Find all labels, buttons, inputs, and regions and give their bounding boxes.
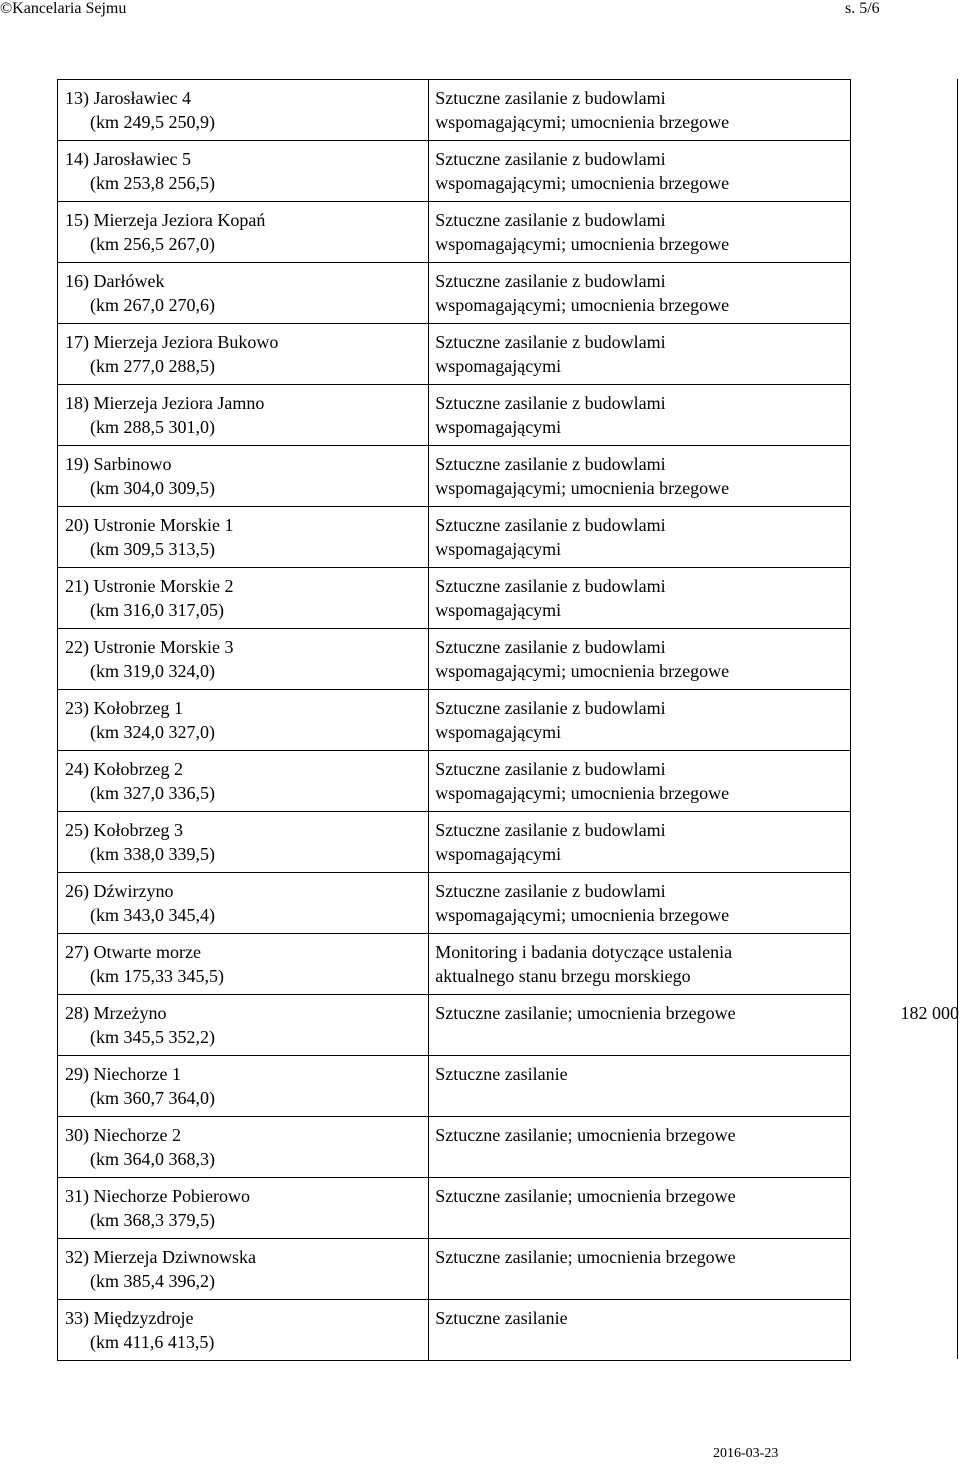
amount-cell — [850, 629, 959, 690]
location-km-range: (km 338,0 339,5) — [90, 844, 215, 864]
work-type-line: aktualnego stanu brzegu morskiego — [435, 966, 691, 986]
location-name: 13) Jarosławiec 4 — [65, 88, 191, 108]
table-row — [58, 751, 960, 812]
work-type-cell — [429, 1239, 850, 1300]
work-type-line: Sztuczne zasilanie z budowlami — [435, 576, 666, 596]
work-type-cell — [429, 507, 850, 568]
location-name: 14) Jarosławiec 5 — [65, 149, 191, 169]
footer-date: 2016-03-23 — [713, 1446, 779, 1461]
amount-cell — [850, 568, 959, 629]
work-type-cell — [429, 934, 850, 995]
location-cell — [58, 1178, 429, 1239]
work-type-cell — [429, 751, 850, 812]
amount-cell — [850, 1117, 959, 1178]
work-type-line: Sztuczne zasilanie z budowlami — [435, 637, 666, 657]
work-type-cell — [429, 263, 850, 324]
work-type-line: Sztuczne zasilanie z budowlami — [435, 210, 666, 230]
work-type-cell — [429, 385, 850, 446]
header-copyright: ©Kancelaria Sejmu — [0, 0, 127, 17]
location-name: 19) Sarbinowo — [65, 454, 172, 474]
work-type-cell — [429, 812, 850, 873]
amount-cell — [850, 1056, 959, 1117]
amount-cell — [850, 751, 959, 812]
location-km-range: (km 345,5 352,2) — [90, 1027, 215, 1047]
table-row — [58, 995, 960, 1056]
work-type-cell — [429, 80, 850, 141]
work-type-cell — [429, 1300, 850, 1361]
table-row — [58, 1056, 960, 1117]
work-type-line: Sztuczne zasilanie z budowlami — [435, 393, 666, 413]
location-km-range: (km 267,0 270,6) — [90, 295, 215, 315]
work-type-line: Sztuczne zasilanie — [435, 1064, 568, 1084]
work-type-line: wspomagającymi — [435, 844, 562, 864]
amount-cell — [850, 324, 959, 385]
work-type-line: Sztuczne zasilanie z budowlami — [435, 88, 666, 108]
location-name: 33) Międzyzdroje — [65, 1308, 194, 1328]
location-cell — [58, 507, 429, 568]
location-cell — [58, 873, 429, 934]
location-cell — [58, 202, 429, 263]
location-km-range: (km 175,33 345,5) — [90, 966, 224, 986]
work-type-line: wspomagającymi — [435, 600, 562, 620]
coastal-protection-table — [57, 79, 960, 1361]
location-cell — [58, 751, 429, 812]
work-type-line: Sztuczne zasilanie z budowlami — [435, 271, 666, 291]
location-km-range: (km 319,0 324,0) — [90, 661, 215, 681]
location-cell — [58, 324, 429, 385]
location-cell — [58, 1300, 429, 1361]
location-name: 22) Ustronie Morskie 3 — [65, 637, 234, 657]
location-cell — [58, 568, 429, 629]
work-type-line: Sztuczne zasilanie; umocnienia brzegowe — [435, 1186, 736, 1206]
work-type-line: Sztuczne zasilanie; umocnienia brzegowe — [435, 1247, 736, 1267]
work-type-line: wspomagającymi; umocnienia brzegowe — [435, 112, 730, 132]
work-type-line: wspomagającymi; umocnienia brzegowe — [435, 661, 730, 681]
table-row — [58, 446, 960, 507]
amount-cell — [850, 1300, 959, 1361]
location-cell — [58, 1056, 429, 1117]
work-type-line: Sztuczne zasilanie — [435, 1308, 568, 1328]
amount-cell — [850, 263, 959, 324]
amount-cell — [850, 934, 959, 995]
location-name: 30) Niechorze 2 — [65, 1125, 181, 1145]
location-cell — [58, 263, 429, 324]
amount-cell — [850, 1178, 959, 1239]
amount-cell — [850, 141, 959, 202]
amount-cell — [850, 446, 959, 507]
location-name: 25) Kołobrzeg 3 — [65, 820, 183, 840]
location-km-range: (km 411,6 413,5) — [90, 1332, 215, 1352]
location-km-range: (km 343,0 345,4) — [90, 905, 215, 925]
location-km-range: (km 368,3 379,5) — [90, 1210, 215, 1230]
table-row — [58, 1178, 960, 1239]
work-type-cell — [429, 141, 850, 202]
location-km-range: (km 316,0 317,05) — [90, 600, 224, 620]
amount-cell — [850, 385, 959, 446]
location-cell — [58, 446, 429, 507]
location-cell — [58, 385, 429, 446]
location-name: 28) Mrzeżyno — [65, 1003, 167, 1023]
location-cell — [58, 934, 429, 995]
location-cell — [58, 995, 429, 1056]
location-cell — [58, 812, 429, 873]
table-row — [58, 934, 960, 995]
location-name: 18) Mierzeja Jeziora Jamno — [65, 393, 265, 413]
amount-cell — [850, 873, 959, 934]
location-name: 21) Ustronie Morskie 2 — [65, 576, 234, 596]
work-type-cell — [429, 202, 850, 263]
work-type-cell — [429, 995, 850, 1056]
location-km-range: (km 253,8 256,5) — [90, 173, 215, 193]
location-km-range: (km 277,0 288,5) — [90, 356, 215, 376]
table-row — [58, 1300, 960, 1361]
work-type-line: wspomagającymi — [435, 539, 562, 559]
work-type-cell — [429, 1056, 850, 1117]
table-row — [58, 1117, 960, 1178]
amount-value: 182 000 — [900, 1002, 959, 1023]
work-type-cell — [429, 1178, 850, 1239]
work-type-line: wspomagającymi; umocnienia brzegowe — [435, 173, 730, 193]
table-row — [58, 1239, 960, 1300]
work-type-line: wspomagającymi; umocnienia brzegowe — [435, 295, 730, 315]
work-type-line: wspomagającymi — [435, 722, 562, 742]
amount-cell — [850, 1239, 959, 1300]
work-type-cell — [429, 629, 850, 690]
table-row — [58, 812, 960, 873]
table-row — [58, 80, 960, 141]
work-type-line: Sztuczne zasilanie z budowlami — [435, 454, 666, 474]
table-row — [58, 507, 960, 568]
location-cell — [58, 1117, 429, 1178]
location-name: 16) Darłówek — [65, 271, 165, 291]
work-type-line: Sztuczne zasilanie z budowlami — [435, 149, 666, 169]
amount-cell — [850, 690, 959, 751]
work-type-cell — [429, 1117, 850, 1178]
table-row — [58, 629, 960, 690]
table-row — [58, 202, 960, 263]
work-type-line: wspomagającymi — [435, 417, 562, 437]
location-km-range: (km 309,5 313,5) — [90, 539, 215, 559]
table-row — [58, 324, 960, 385]
work-type-line: Sztuczne zasilanie z budowlami — [435, 515, 666, 535]
location-name: 27) Otwarte morze — [65, 942, 201, 962]
work-type-line: Sztuczne zasilanie z budowlami — [435, 820, 666, 840]
table-row — [58, 873, 960, 934]
table-body — [58, 80, 960, 1361]
location-name: 31) Niechorze Pobierowo — [65, 1186, 250, 1206]
location-name: 32) Mierzeja Dziwnowska — [65, 1247, 256, 1267]
work-type-cell — [429, 324, 850, 385]
location-name: 24) Kołobrzeg 2 — [65, 759, 183, 779]
location-cell — [58, 690, 429, 751]
work-type-line: Sztuczne zasilanie z budowlami — [435, 759, 666, 779]
location-name: 17) Mierzeja Jeziora Bukowo — [65, 332, 279, 352]
amount-cell — [850, 995, 959, 1056]
location-km-range: (km 304,0 309,5) — [90, 478, 215, 498]
table-row — [58, 568, 960, 629]
table-row — [58, 263, 960, 324]
location-cell — [58, 141, 429, 202]
work-type-line: Sztuczne zasilanie; umocnienia brzegowe — [435, 1003, 736, 1023]
table-row — [58, 690, 960, 751]
work-type-line: wspomagającymi; umocnienia brzegowe — [435, 478, 730, 498]
location-km-range: (km 256,5 267,0) — [90, 234, 215, 254]
work-type-line: Sztuczne zasilanie z budowlami — [435, 332, 666, 352]
table-row — [58, 141, 960, 202]
work-type-cell — [429, 873, 850, 934]
amount-cell — [850, 507, 959, 568]
work-type-line: Sztuczne zasilanie z budowlami — [435, 881, 666, 901]
location-cell — [58, 80, 429, 141]
location-name: 15) Mierzeja Jeziora Kopań — [65, 210, 266, 230]
location-name: 26) Dźwirzyno — [65, 881, 174, 901]
location-km-range: (km 327,0 336,5) — [90, 783, 215, 803]
location-name: 29) Niechorze 1 — [65, 1064, 181, 1084]
amount-cell — [850, 80, 959, 141]
location-km-range: (km 249,5 250,9) — [90, 112, 215, 132]
work-type-line: wspomagającymi; umocnienia brzegowe — [435, 234, 730, 254]
work-type-line: Monitoring i badania dotyczące ustalenia — [435, 942, 733, 962]
work-type-line: Sztuczne zasilanie; umocnienia brzegowe — [435, 1125, 736, 1145]
location-cell — [58, 1239, 429, 1300]
location-km-range: (km 288,5 301,0) — [90, 417, 215, 437]
header-page-number: s. 5/6 — [845, 0, 880, 17]
location-km-range: (km 360,7 364,0) — [90, 1088, 215, 1108]
location-km-range: (km 385,4 396,2) — [90, 1271, 215, 1291]
location-km-range: (km 324,0 327,0) — [90, 722, 215, 742]
location-cell — [58, 629, 429, 690]
work-type-line: Sztuczne zasilanie z budowlami — [435, 698, 666, 718]
work-type-cell — [429, 690, 850, 751]
work-type-cell — [429, 568, 850, 629]
work-type-line: wspomagającymi — [435, 356, 562, 376]
location-km-range: (km 364,0 368,3) — [90, 1149, 215, 1169]
location-name: 20) Ustronie Morskie 1 — [65, 515, 234, 535]
table-row — [58, 385, 960, 446]
amount-cell — [850, 812, 959, 873]
work-type-cell — [429, 446, 850, 507]
work-type-line: wspomagającymi; umocnienia brzegowe — [435, 783, 730, 803]
location-name: 23) Kołobrzeg 1 — [65, 698, 183, 718]
amount-cell — [850, 202, 959, 263]
work-type-line: wspomagającymi; umocnienia brzegowe — [435, 905, 730, 925]
